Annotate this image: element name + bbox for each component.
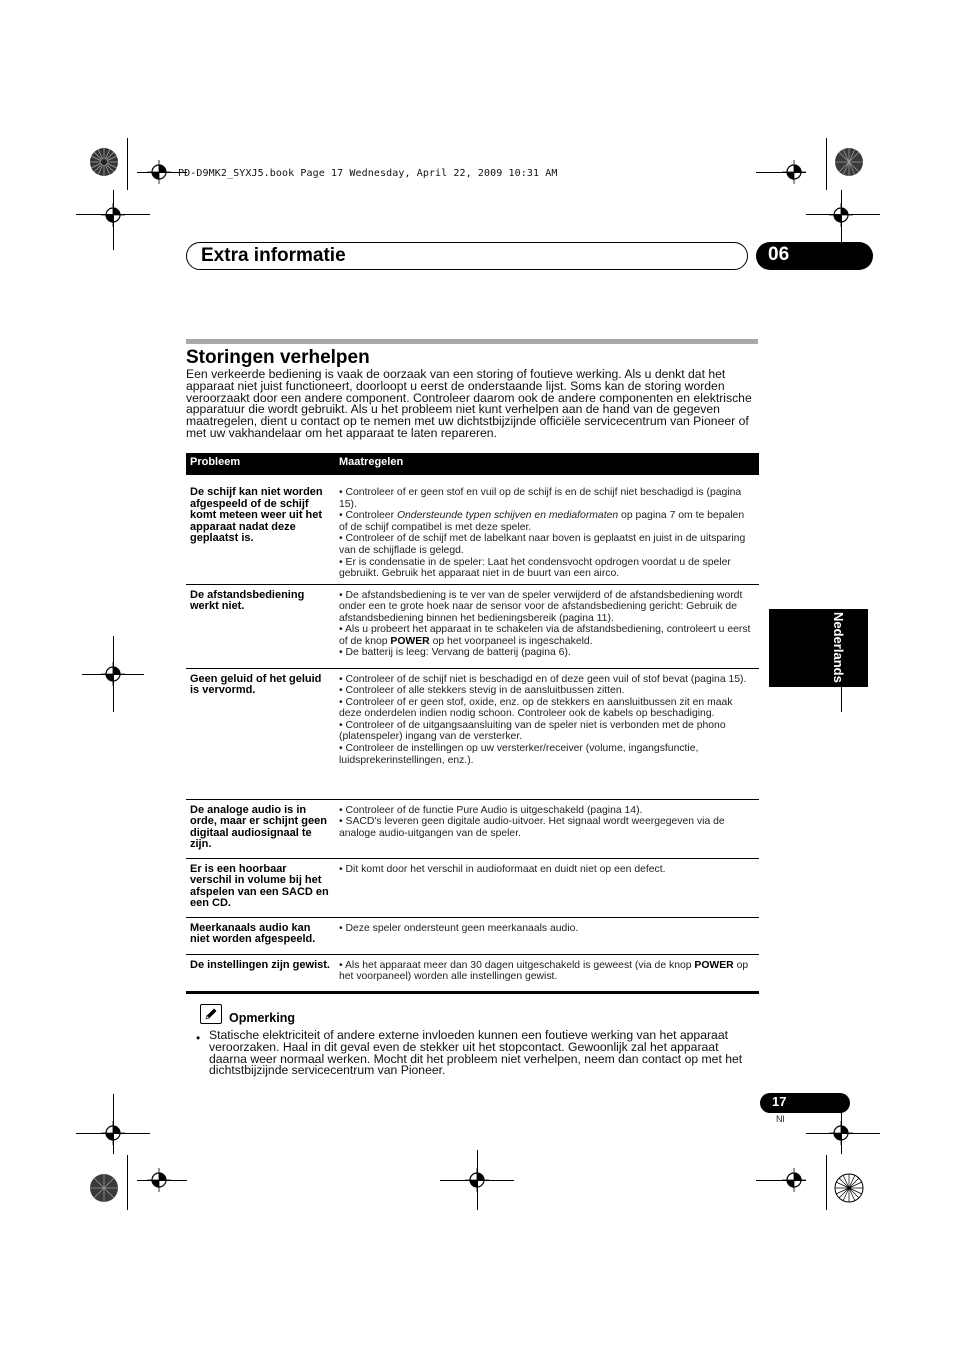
measure-item: • Controleer of de schijf met de labelkant naar boven is geplaatst en juist in de uitsparing van de schijflade is gelegd. xyxy=(339,533,746,556)
color-starburst-mark xyxy=(89,1173,119,1203)
measure-item: • Controleer of alle stekkers stevig in de aansluitbussen zitten. xyxy=(339,685,625,697)
measure-item: • Er is condensatie in de speler: Laat het condensvocht opdrogen voordat u de speler gebruikt. Gebruik het apparaat niet in de buurt van een airco. xyxy=(339,556,731,580)
power-key-label: POWER xyxy=(694,959,734,971)
pencil-note-icon xyxy=(200,1004,222,1024)
column-header-problem: Probleem xyxy=(186,453,335,475)
section-rule xyxy=(186,339,758,344)
measure-text: • Als u probeert het apparaat in te schakelen via de afstandsbediening, controleert u eerst of de knop xyxy=(339,624,751,647)
intro-paragraph: Een verkeerde bediening is vaak de oorzaak van een storing of foutieve werking. Als u denkt dat het apparaat niet juist functioneert, doorloopt u eerst de onderstaande lijst. Soms kan de storing worden veroorzaakt door een andere component. Controleer daarom ook de andere componenten en elektrische apparatuur die wordt gebruikt. Als u het probleem niet kunt verhelpen aan de hand van de gegeven maatregelen, dient u contact op te nemen met uw dichtstbijzijnde officiële servicecentrum van Pioneer of met uw vakhandelaar om het apparaat te laten repareren. xyxy=(186,367,752,440)
crop-line xyxy=(806,214,880,215)
crop-line xyxy=(137,1180,187,1181)
table-row xyxy=(186,954,759,992)
measures-cell xyxy=(335,799,759,858)
chapter-header xyxy=(186,242,748,270)
note-bullet: • xyxy=(196,1031,201,1045)
crop-line xyxy=(826,138,827,190)
crop-line xyxy=(113,1094,114,1154)
chapter-number-badge xyxy=(756,242,873,270)
measure-text: op pagina 7 om te bepalen of de schijf compatibel is met deze speler. xyxy=(339,510,745,533)
problem-cell: Geen geluid of het geluid is vervormd. xyxy=(186,668,335,799)
problem-cell: Er is een hoorbaar verschil in volume bij het afspelen van een SACD en een CD. xyxy=(186,858,335,917)
page-number: 17 xyxy=(772,1094,787,1109)
crop-line xyxy=(113,190,114,250)
problem-cell: De afstandsbediening werkt niet. xyxy=(186,584,335,668)
crop-line xyxy=(113,636,114,712)
measure-item: • Controleer of er geen stof en vuil op de schijf is en de schijf niet beschadigd is (pagina 15). xyxy=(339,487,742,510)
table-row xyxy=(186,917,759,954)
table-row xyxy=(186,858,759,917)
section-title: Storingen verhelpen xyxy=(186,347,370,368)
measure-item: • Deze speler ondersteunt geen meerkanaals audio. xyxy=(339,922,579,934)
table-header-row xyxy=(186,453,759,475)
crop-line xyxy=(841,190,842,250)
crop-line xyxy=(477,1150,478,1210)
file-header: PD-D9MK2_SYXJ5.book Page 17 Wednesday, April 22, 2009 10:31 AM xyxy=(178,168,558,179)
color-starburst-mark xyxy=(834,147,864,177)
table-row xyxy=(186,584,759,668)
measure-item: • Dit komt door het verschil in audioformaat en duidt niet op een defect. xyxy=(339,863,666,875)
measure-item xyxy=(339,510,755,533)
chapter-number: 06 xyxy=(768,244,790,265)
measure-item: • SACD's leveren geen digitale audio-uitvoer. Het signaal wordt weergegeven via de analoge audio-uitgangen van de speler. xyxy=(339,816,725,839)
table-row xyxy=(186,668,759,799)
note-text: Statische elektriciteit of andere externe invloeden kunnen een foutieve werking van het apparaat veroorzaken. Haal in dit geval even de stekker uit het stopcontact. Gewoonlijk zal het apparaat daarna weer normaal werken. Mocht dit het probleem niet verhelpen, neem dan contact op met het dichtstbijzijnde servicecentrum van Pioneer. xyxy=(209,1028,743,1078)
language-tab-label: Nederlands xyxy=(831,612,846,683)
crop-line xyxy=(756,1180,806,1181)
measure-item: • Controleer of de schijf niet is beschadigd en of deze geen vuil of stof bevat (pagina 15). xyxy=(339,673,747,685)
measure-text: • Als het apparaat meer dan 30 dagen uitgeschakeld is geweest (via de knop xyxy=(339,959,695,971)
measures-cell xyxy=(335,917,759,954)
measures-cell xyxy=(335,668,759,799)
power-key-label: POWER xyxy=(390,635,430,647)
color-starburst-mark xyxy=(89,147,119,177)
measure-item: • De afstandsbediening is te ver van de speler verwijderd of de afstandsbediening wordt onder een te grote hoek naar de sensor voor de afstandsbediening gericht: Gebruik de afstandsbediening binnen het bedieningsbereik (pagina 11). xyxy=(339,589,743,624)
measures-cell xyxy=(335,584,759,668)
troubleshooting-table xyxy=(186,453,759,994)
measure-item: • Controleer of er geen stof, oxide, enz. op de stekkers en aansluitbussen zit en maak deze onderdelen indien nodig schoon. Controleer ook de kabels op beschadiging. xyxy=(339,696,733,720)
crop-line xyxy=(127,1155,128,1210)
column-header-measures: Maatregelen xyxy=(335,453,759,475)
table-row xyxy=(186,475,759,584)
measure-reference: Ondersteunde typen schijven en mediaformaten xyxy=(396,510,619,522)
language-side-tab xyxy=(769,609,868,687)
problem-cell: Meerkanaals audio kan niet worden afgespeeld. xyxy=(186,917,335,954)
problem-cell: De schijf kan niet worden afgespeeld of de schijf komt meteen weer uit het apparaat nadat deze geplaatst is. xyxy=(186,475,335,584)
measure-text: op het voorpaneel is ingeschakeld. xyxy=(429,635,593,647)
table-row xyxy=(186,799,759,858)
measure-item: • Controleer of de uitgangsaansluiting van de speler niet is verbonden met de phono (platenspeler) ingang van de versterker. xyxy=(339,719,726,743)
measure-item xyxy=(339,960,755,983)
measure-item xyxy=(339,624,755,647)
measure-text: op het voorpaneel) worden alle instellingen gewist. xyxy=(339,959,749,983)
measure-item: • Controleer de instellingen op uw versterker/receiver (volume, ingangsfunctie, luidsprekerinstellingen, enz.). xyxy=(339,743,699,766)
problem-cell: De instellingen zijn gewist. xyxy=(186,954,335,992)
note-title: Opmerking xyxy=(229,1011,295,1025)
measures-cell xyxy=(335,475,759,584)
crop-line xyxy=(756,172,806,173)
measure-text: • Controleer xyxy=(339,510,397,522)
crop-line xyxy=(806,1133,880,1134)
chapter-title: Extra informatie xyxy=(201,245,346,266)
color-starburst-mark xyxy=(834,1173,864,1203)
measures-cell xyxy=(335,858,759,917)
measure-item: • Controleer of de functie Pure Audio is uitgeschakeld (pagina 14). xyxy=(339,804,643,816)
crop-line xyxy=(826,1155,827,1210)
page-language-code: Nl xyxy=(776,1114,785,1124)
problem-cell: De analoge audio is in orde, maar er schijnt geen digitaal audiosignaal te zijn. xyxy=(186,799,335,858)
measure-item: • De batterij is leeg: Vervang de batterij (pagina 6). xyxy=(339,647,571,659)
page-number-badge xyxy=(760,1093,850,1113)
crop-line xyxy=(127,138,128,190)
measures-cell xyxy=(335,954,759,992)
